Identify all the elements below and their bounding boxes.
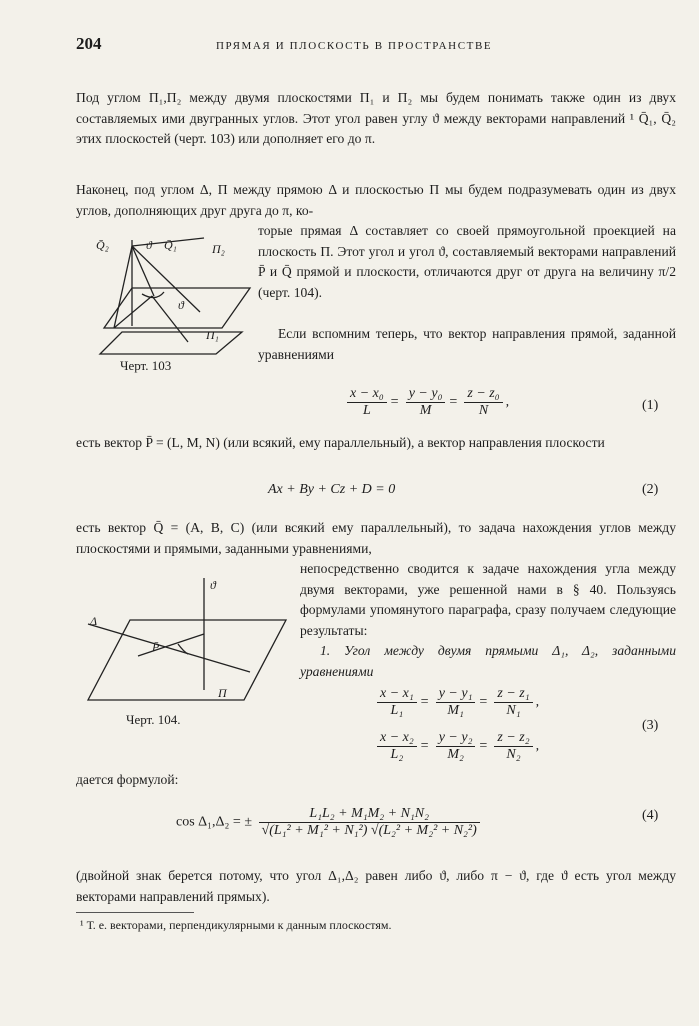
paragraph-planes-angle: Под углом Π₁,Π₂ между двумя плоскостями Π₁ и Π₂ мы будем понимать также один из двух составляемых ими двугранных углов. Этот угол равен углу ϑ между векторами направлений ¹ Q̄₁, Q̄₂ этих плоскостей (черт. 103) или дополняет его до π. [76,90,676,146]
eq3-r2-z-numerator: z − z₂ [494,730,532,747]
eq3-r1-x-denominator: L₁ [390,703,404,718]
eq1-y-numerator: y − y₀ [406,386,446,403]
equation-3-row-1: $\frac{\text{x − x₁}}{\text{L₁}}$ = $\frac{\text{y − y₁}}{\text{M₁}}$ = $\frac{\text{z − z₁}}{\text{N₁}}$ , [374,686,539,719]
fig104-label-delta: Δ [90,614,98,628]
fig104-label-p: P̄ [152,640,160,654]
eq4-numerator: L₁L₂ + M₁M₂ + N₁N₂ [259,806,480,823]
footnote-divider [76,912,194,913]
fig103-label-pi1: Π₁ [206,328,219,342]
footnote: ¹ Т. е. векторами, перпендикулярными к данным плоскостям. [80,918,392,932]
eq3-r2-z-denominator: N₂ [506,747,521,762]
eq3-r1-x-numerator: x − x₁ [377,686,417,703]
figure-103-caption: Черт. 103 [120,358,172,373]
equation-4 [176,806,483,839]
equation-4-number: (4) [642,808,659,823]
eq4-denominator: √(L₁² + M₁² + N₁²) √(L₂² + M₂² + N₂²) [261,823,477,838]
equation-2-number: (2) [642,482,659,497]
eq1-x-denominator: L [362,403,371,418]
equation-3-number: (3) [642,718,659,733]
fig104-label-theta: ϑ [210,578,216,592]
running-title: ПРЯМАЯ И ПЛОСКОСТЬ В ПРОСТРАНСТВЕ [216,40,493,52]
paragraph-vector-q-cont: непосредственно сводится к задаче нахождения угла между двумя векторами, уже решенной нами в § 40. Пользуясь формулами упомянутого параграфа, сразу получаем следующие результаты: [300,561,676,638]
paragraph-formula-intro: дается формулой: [76,772,179,787]
figure-104-diagram [80,572,290,712]
eq3-r2-x-denominator: L₂ [390,747,404,762]
eq3-r1-z-denominator: N₁ [506,703,521,718]
page-header [76,34,676,56]
figure-103-diagram [92,236,252,356]
eq3-r1-y-numerator: y − y₁ [436,686,476,703]
eq1-z-denominator: N [478,403,489,418]
fig103-label-pi2: Π₂ [212,242,225,256]
paragraph-line-plane-angle-cont: торые прямая Δ составляет со своей прямоугольной проекцией на плоскость Π. Этот угол и угол ϑ, составляемый векторами направлений P̄ и Q̄ прямой и плоскости, отличаются друг от друга на величину π/2 (черт. 104). [258,223,676,300]
eq1-y-denominator: M [419,403,432,418]
eq3-r1-z-numerator: z − z₁ [494,686,532,703]
fig103-label-theta2: ϑ [178,298,184,312]
paragraph-vector-p: есть вектор P̄ = (L, M, N) (или всякий, ему параллельный), а вектор направления плоскости [76,435,605,450]
paragraph-vector-q: есть вектор Q̄ = (A, B, C) (или всякий ему параллельный), то задача нахождения углов между плоскостями и прямыми, заданными уравнениями, [76,520,676,556]
page-number: 204 [76,34,102,53]
fig103-label-q2: Q̄₂ [96,238,109,252]
paragraph-double-sign: (двойной знак берется потому, что угол Δ₁,Δ₂ равен либо ϑ, либо π − ϑ, где ϑ есть угол между векторами направлений прямых). [76,868,676,904]
eq1-x-numerator: x − x₀ [347,386,387,403]
eq3-r2-y-numerator: y − y₂ [436,730,476,747]
fig104-label-pi: Π [218,686,227,700]
eq3-r2-x-numerator: x − x₂ [377,730,417,747]
equation-2: Ax + By + Cz + D = 0 [268,482,396,497]
paragraph-result-1: 1. Угол между двумя прямыми Δ₁, Δ₂, заданными уравнениями [300,643,676,679]
eq1-z-numerator: z − z₀ [464,386,502,403]
equation-3-row-2: $\frac{\text{x − x₂}}{\text{L₂}}$ = $\frac{\text{y − y₂}}{\text{M₂}}$ = $\frac{\text{z − z₂}}{\text{N₂}}$ , [374,730,539,763]
paragraph-line-plane-angle: Наконец, под углом Δ, Π между прямою Δ и плоскостью Π мы будем подразумевать один из двух углов, дополняющих друг друга до π, ко- [76,182,676,218]
eq3-r1-y-denominator: M₁ [447,703,464,718]
eq3-r2-y-denominator: M₂ [447,747,464,762]
fig103-label-q1: Q̄₁ [164,238,177,252]
figure-104-caption: Черт. 104. [126,712,181,727]
paragraph-direction-vector: Если вспомним теперь, что вектор направления прямой, заданной уравнениями [258,326,676,362]
eq4-lhs: cos Δ₁,Δ₂ = ± [176,814,253,830]
equation-1-number: (1) [642,398,659,413]
equation-1: $\frac{\text{x − x₀}}{L}$ = $\frac{\text{y − y₀}}{M}$ = $\frac{\text{z − z₀}}{N}$ , [344,386,509,419]
fig103-label-theta1: ϑ [146,238,152,252]
